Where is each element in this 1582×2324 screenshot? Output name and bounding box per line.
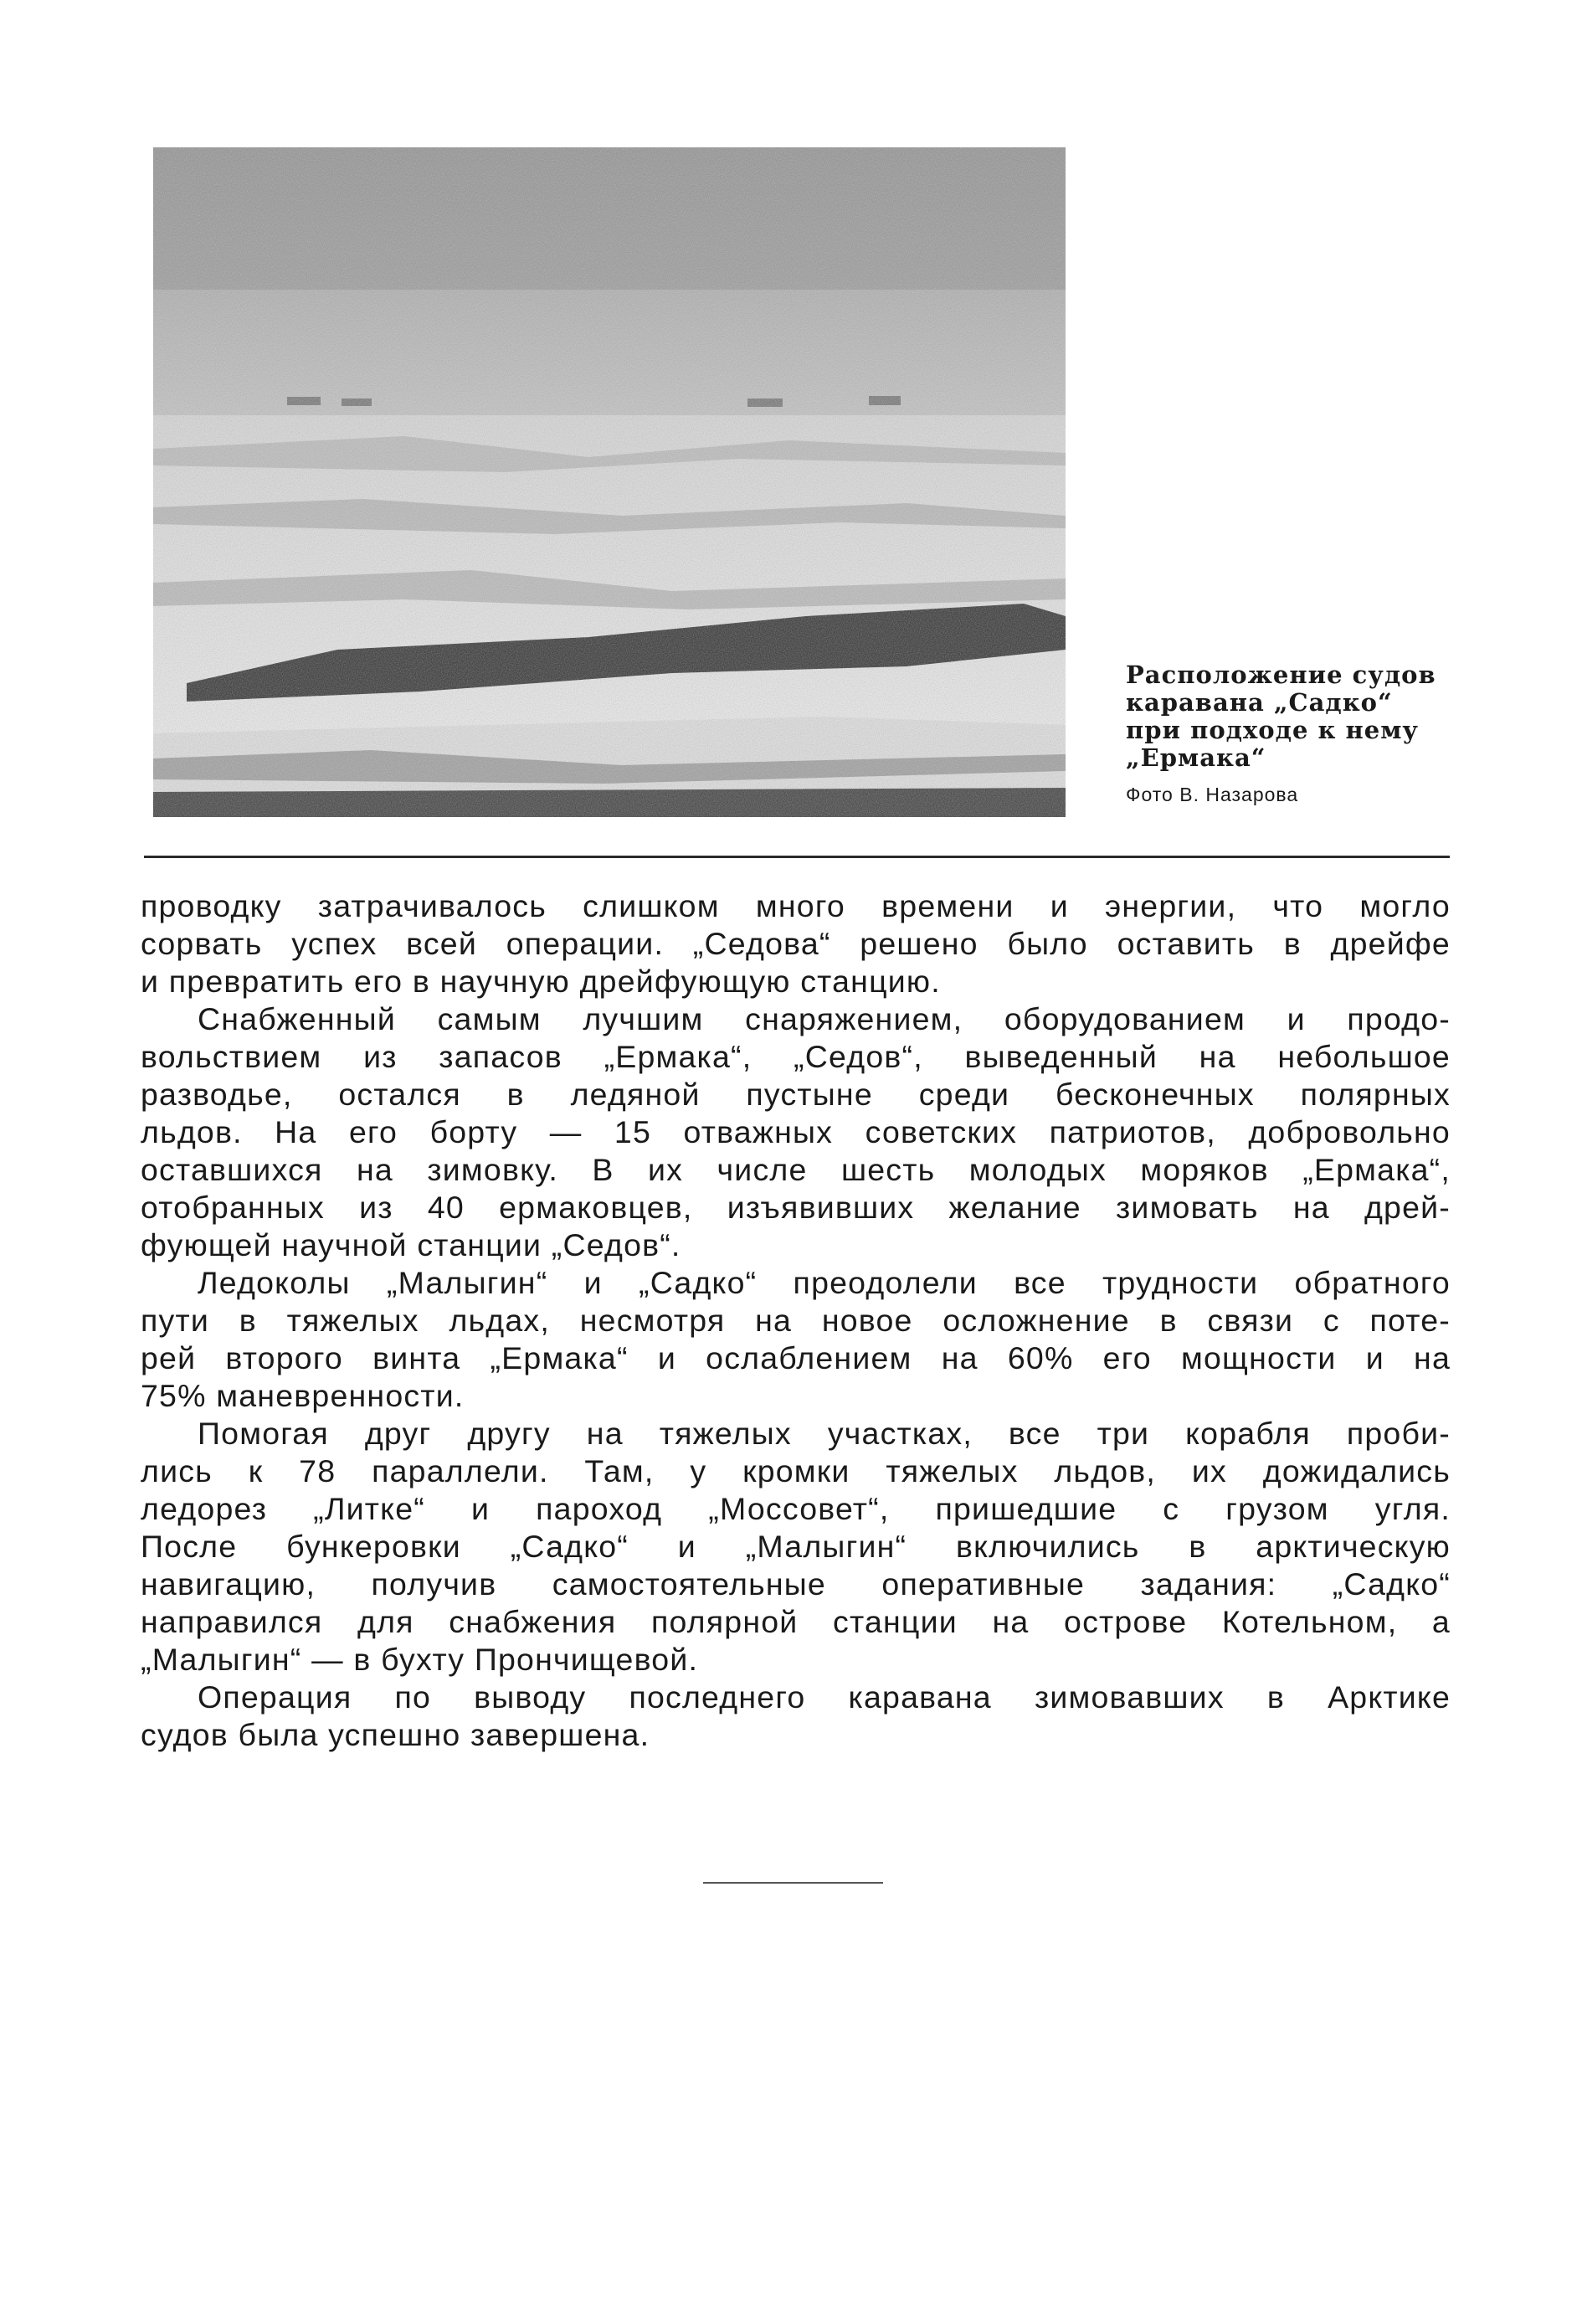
text-line: вольствием из запасов „Ермака“, „Седов“, выведенный на небольшое bbox=[141, 1039, 1451, 1074]
text-line: ледорез „Литке“ и пароход „Моссовет“, пришедшие с грузом угля. bbox=[141, 1491, 1451, 1526]
text-line: направился для снабжения полярной станции на острове Котельном, а bbox=[141, 1604, 1451, 1639]
text-line: навигацию, получив самостоятельные оперативные задания: „Садко“ bbox=[141, 1566, 1451, 1602]
caption-title bbox=[1126, 661, 1469, 772]
text-line: 75% маневренности. bbox=[141, 1378, 465, 1413]
text-line: Помогая друг другу на тяжелых участках, все три корабля проби- bbox=[198, 1416, 1451, 1451]
paragraph bbox=[141, 887, 1451, 1000]
photo-icon bbox=[153, 147, 1066, 817]
text-line: разводье, остался в ледяной пустыне среди бесконечных полярных bbox=[141, 1077, 1451, 1112]
text-line: „Малыгин“ — в бухту Прончищевой. bbox=[141, 1642, 699, 1677]
text-line: После бункеровки „Садко“ и „Малыгин“ включились в арктическую bbox=[141, 1529, 1451, 1564]
text-line: Операция по выводу последнего каравана зимовавших в Арктике bbox=[198, 1679, 1451, 1715]
text-line: льдов. На его борту — 15 отважных советских патриотов, добровольно bbox=[141, 1114, 1451, 1149]
paragraph bbox=[141, 1264, 1451, 1415]
photo-credit: Фото В. Назарова bbox=[1126, 784, 1299, 805]
paragraph bbox=[141, 1000, 1451, 1264]
text-line: отобранных из 40 ермаковцев, изъявивших желание зимовать на дрей- bbox=[141, 1190, 1451, 1225]
text-line: Снабженный самым лучшим снаряжением, оборудованием и продо- bbox=[198, 1001, 1451, 1036]
text-line: пути в тяжелых льдах, несмотря на новое осложнение в связи с поте- bbox=[141, 1303, 1451, 1338]
caption-title-line: Расположение судов bbox=[1126, 661, 1436, 689]
caption-title-line: при подходе к нему bbox=[1126, 716, 1419, 744]
arctic-ice-photo bbox=[153, 147, 1066, 817]
text-line: сорвать успех всей операции. „Седова“ решено было оставить в дрейфе bbox=[141, 926, 1451, 961]
end-mark-rule bbox=[703, 1882, 883, 1884]
text-line: проводку затрачивалось слишком много времени и энергии, что могло bbox=[141, 888, 1451, 923]
text-line: и превратить его в научную дрейфующую станцию. bbox=[141, 964, 941, 999]
text-line: лись к 78 параллели. Там, у кромки тяжелых льдов, их дожидались bbox=[141, 1453, 1451, 1488]
text-line: рей второго винта „Ермака“ и ослаблением на 60% его мощности и на bbox=[141, 1340, 1451, 1375]
caption-title-line: каравана „Садко“ bbox=[1126, 688, 1393, 717]
paragraph bbox=[141, 1679, 1451, 1754]
body-text bbox=[141, 887, 1451, 1754]
caption-title-line: „Ермака“ bbox=[1126, 743, 1266, 772]
text-line: оставшихся на зимовку. В их числе шесть молодых моряков „Ермака“, bbox=[141, 1152, 1451, 1187]
paragraph bbox=[141, 1415, 1451, 1679]
divider-rule bbox=[144, 856, 1450, 858]
text-line: фующей научной станции „Седов“. bbox=[141, 1227, 681, 1262]
photo-caption bbox=[1126, 661, 1469, 806]
text-line: судов была успешно завершена. bbox=[141, 1717, 650, 1752]
text-line: Ледоколы „Малыгин“ и „Садко“ преодолели все трудности обратного bbox=[198, 1265, 1451, 1300]
